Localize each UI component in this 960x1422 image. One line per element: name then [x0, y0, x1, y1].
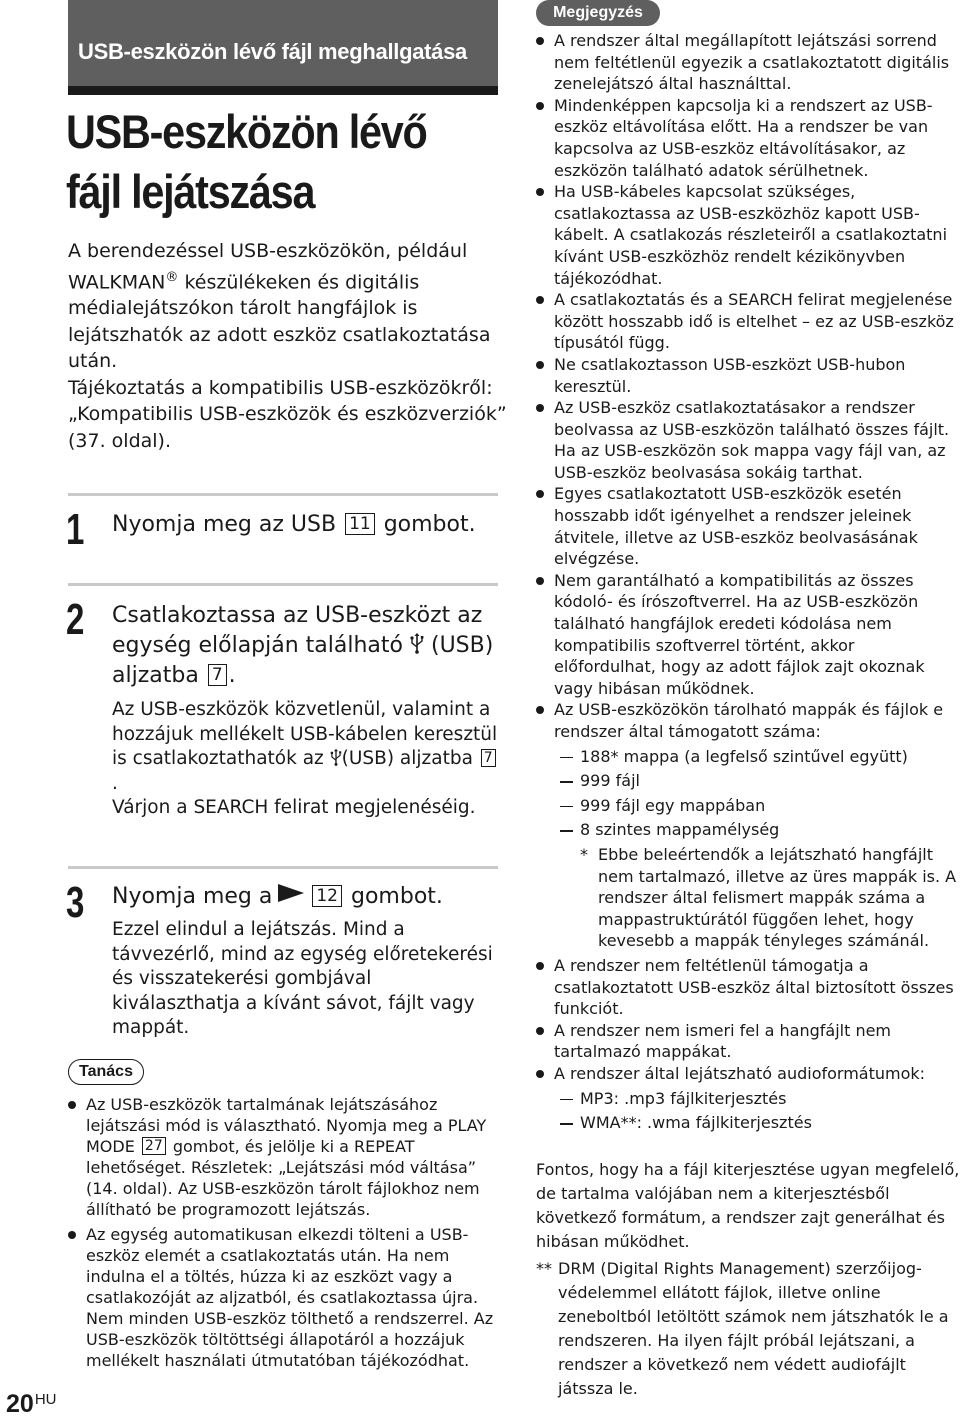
step-3-detail: Ezzel elindul a lejátszás. Mind a távvezérlő, mind az egység előretekerési és visszatekerési gombjával kiválaszthatja a kívánt sávot, fájlt vagy mappát. [112, 919, 493, 1038]
page-title: USB-eszközön lévő fájl lejátszása [66, 105, 427, 218]
jack-key-7: 7 [208, 664, 227, 686]
list-item: Az USB-eszköz csatlakoztatásakor a rendszer beolvassa az USB-eszközön található összes fájlt. Ha az USB-eszközön sok mappa vagy fájl van, az USB-eszköz beolvasása sokáig tarthat. [536, 397, 960, 483]
list-item: A csatlakoztatás és a SEARCH felirat megjelenése között hosszabb idő is eltelhet – ez az USB-eszköz típusától függ. [536, 289, 960, 354]
usb-icon [410, 632, 424, 654]
step-2-text: Csatlakoztassa az USB-eszközt az egység előlapján található (USB) aljzatba 7 . [112, 603, 494, 688]
step-1-text: Nyomja meg az USB 11 gombot. [112, 512, 476, 537]
format-note: Fontos, hogy ha a fájl kiterjesztése ugyan megfelelő, de tartalma valójában nem a kiterjesztésből következő formátum, a rendszer zajt generálhat és hibásan működhet. [536, 1160, 960, 1251]
folder-footnote: * Ebbe beleértendők a lejátszható hangfájlt nem tartalmazó, illetve az üres mappák is. A rendszer által felismert mappák száma a mappastruktúrától függően lehet, hogy kevesebb a mappák tényleges számánál. [580, 844, 957, 951]
page-number: $20^{HU}$ [6, 1390, 57, 1418]
list-item: Az USB-eszközök tartalmának lejátszásához lejátszási mód is választható. Nyomja meg a PLAY MODE 27 gombot, és jelölje ki a REPEAT lehetőséget. Részletek: „Lejátszási mód váltása” (14. oldal). Az USB-eszközön tárolt fájlokhoz nem állítható be programozott lejátszás. [68, 1094, 498, 1220]
step-number: 2 [66, 595, 85, 644]
list-item: Nem garantálható a kompatibilitás az összes kódoló- és írószoftverrel. Ha az USB-eszközön található hangfájlok eredeti kódolása nem kompatibilis szoftverrel történt, akkor előfordulhat, hogy az adott fájlok zajt okoznak vagy hibásan működnek. [536, 570, 960, 700]
section-header-bar [68, 0, 498, 86]
list-item: A rendszer nem ismeri fel a hangfájlt nem tartalmazó mappákat. [536, 1020, 960, 1063]
intro-reference: Tájékoztatás a kompatibilis USB-eszközökről: „Kompatibilis USB-eszközök és eszközverziók” (37. oldal). [68, 376, 507, 452]
intro-paragraph: A berendezéssel USB-eszközökön, például WALKMAN® készülékeken és digitális médialejátszókon tárolt hangfájlok is lejátszhatók az adott eszköz csatlakoztatása után. Tájékoztatás a kompatibilis USB-eszközökről: „Kompatibilis USB-eszközök és eszközverziók” (37. oldal). [68, 238, 508, 454]
drm-footnote: ** DRM (Digital Rights Management) szerzőijog-védelemmel ellátott fájlok, illetve online zeneboltból letöltött számok nem játszhatók le a rendszeren. Ha ilyen fájlt próbál lejátszani, a rendszer a következő nem védett audiofájlt játssza le. [536, 1259, 949, 1398]
list-item: Ne csatlakoztasson USB-eszközt USB-hubon keresztül. [536, 354, 960, 397]
tip-badge: Tanács [68, 1059, 144, 1085]
list-item: Az USB-eszközökön tárolható mappák és fájlok e rendszer által támogatott száma: 188* mappa (a legfelső szintűvel együtt) 999 fájl 999 fájl egy mappában 8 szintes mappamélység * Ebbe beleértendők a lejátszható hangfájlt nem tartalmazó, illetve az üres mappák is. A rendszer által felismert mappák száma a mappastruktúrától függően lehet, hogy kevesebb a mappák tényleges számánál. [536, 699, 960, 952]
list-item: Mindenképpen kapcsolja ki a rendszert az USB-eszköz eltávolítása előtt. Ha a rendszer be van kapcsolva az USB-eszköz eltávolításakor, az eszközön található adatok sérülhetnek. [536, 95, 960, 181]
list-item: A rendszer által lejátszható audioformátumok: MP3: .mp3 fájlkiterjesztés WMA**: .wma fájlkiterjesztés [536, 1063, 960, 1134]
step-divider [68, 583, 498, 586]
format-list [554, 1088, 960, 1134]
step-number: 1 [66, 505, 85, 554]
button-key-12: 12 [312, 885, 342, 907]
note-list [536, 30, 960, 1137]
button-key-27: 27 [142, 1137, 166, 1155]
list-item: 999 fájl [554, 770, 960, 792]
note-badge: Megjegyzés [536, 0, 660, 26]
tip-list [68, 1094, 498, 1375]
folder-limits-list [554, 746, 960, 841]
list-item: Egyes csatlakoztatott USB-eszközök esetén hosszabb időt igényelhet a rendszer jeleinek átvitele, illetve az USB-eszköz beolvasásának elvégzése. [536, 483, 960, 569]
button-key-11: 11 [345, 513, 375, 535]
list-item: 8 szintes mappamélység [554, 819, 960, 841]
list-item: WMA**: .wma fájlkiterjesztés [554, 1112, 960, 1134]
play-icon [276, 882, 306, 904]
jack-key-7: 7 [481, 749, 496, 767]
list-item: Az egység automatikusan elkezdi tölteni a USB-eszköz elemét a csatlakoztatás után. Ha nem indulna el a töltés, húzza ki az eszközt vagy a csatlakozóját az aljzatból, és csatlakoztassa újra. Nem minden USB-eszköz tölthető a rendszerrel. Az USB-eszközök töltöttségi állapotáról a hozzájuk mellékelt használati útmutatóban tájékozódhat. [68, 1224, 498, 1371]
list-item: 188* mappa (a legfelső szintűvel együtt) [554, 746, 960, 768]
step-3-text: Nyomja meg a 12 gombot. [112, 884, 443, 909]
step-2-detail: Az USB-eszközök közvetlenül, valamint a hozzájuk mellékelt USB-kábelen keresztül is csatlakoztathatók az (USB) aljzatba 7. Várjon a SEARCH felirat megjelenéséig. [112, 699, 498, 818]
section-title: USB-eszközön lévő fájl meghallgatása [78, 39, 467, 64]
right-column [532, 0, 960, 1422]
step-divider [68, 493, 498, 496]
list-item: A rendszer által megállapított lejátszási sorrend nem feltétlenül egyezik a csatlakoztatott digitális zenelejátszó által használttal. [536, 30, 960, 95]
list-item: Ha USB-kábeles kapcsolat szükséges, csatlakoztassa az USB-eszközhöz kapott USB-kábelt. A csatlakozás részleteiről a csatlakoztatni kívánt USB-eszközhöz rendelt kézikönyvben tájékozódhat. [536, 181, 960, 289]
step-divider [68, 866, 498, 869]
list-item: A rendszer nem feltétlenül támogatja a csatlakoztatott USB-eszköz által biztosított összes funkciót. [536, 955, 960, 1020]
list-item: MP3: .mp3 fájlkiterjesztés [554, 1088, 960, 1110]
step-number: 3 [66, 878, 85, 927]
usb-icon [330, 748, 342, 766]
header-divider [68, 86, 498, 95]
list-item: 999 fájl egy mappában [554, 795, 960, 817]
